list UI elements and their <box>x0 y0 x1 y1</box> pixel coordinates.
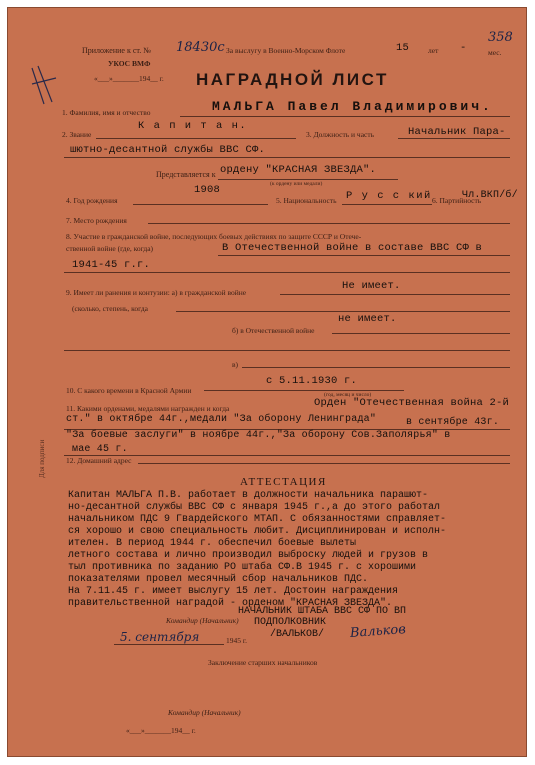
signature: Вальков <box>349 622 407 641</box>
order-prefix: Приложение к ст. № <box>82 46 151 55</box>
field-2-value: К а п и т а н. <box>138 120 248 132</box>
field-9b-value: не имеет. <box>338 313 397 325</box>
field-8-label: 8. Участие в гражданской войне, последующих боевых действиях по защите СССР и Отече- <box>66 232 362 241</box>
attestation-line: На 7.11.45 г. имеет выслугу 15 лет. Достоин награждения <box>68 586 399 597</box>
field-11-value-2: ст." в октябре 44г.,медали "За оборону Ленинграда" <box>66 414 377 425</box>
page-number: 358 <box>488 30 513 45</box>
field-11-value-4: мае 45 г. <box>72 444 128 455</box>
field-6-label: 6. Партийность <box>432 196 482 205</box>
dash: - <box>460 42 467 54</box>
years-label: лет <box>428 46 439 55</box>
conclusion-label: Заключение старших начальников <box>208 658 318 667</box>
order-number: 18430с <box>176 40 225 55</box>
attestation-line: но-десантной службы ВВС СФ с января 1945 г.,а до этого работал <box>68 502 441 513</box>
field-8-value-2: 1941-45 г.г. <box>72 259 151 271</box>
field-10-label: 10. С какого времени в Красной Армии <box>66 386 192 395</box>
attestation-line: показателями провел месячный сбор начальников ПДС. <box>68 574 369 585</box>
field-9-label: 9. Имеет ли ранения и контузии: а) в гражданской войне <box>66 288 247 297</box>
navy-service-text: За выслугу в Военно-Морском Флоте <box>226 46 346 55</box>
date-handwritten: 5. сентября <box>120 630 200 644</box>
field-3-label: 3. Должность и часть <box>306 130 375 139</box>
field-7-label: 7. Место рождения <box>66 216 127 225</box>
field-2-label: 2. Звание <box>62 130 92 139</box>
field-1-value: МАЛЬГА Павел Владимирович. <box>212 99 493 114</box>
field-9c-label: в) <box>232 360 239 369</box>
attestation-line: начальником ПДС 9 Гвардейского МТАП. С обязанностями справляет- <box>68 514 447 525</box>
field-11-value-2b: в сентябре 43г. <box>406 417 500 428</box>
field-4-label: 4. Год рождения <box>66 196 118 205</box>
attestation-line: Капитан МАЛЬГА П.В. работает в должности начальника парашют- <box>68 490 429 501</box>
field-3-continued: шютно-десантной службы ВВС СФ. <box>70 144 266 156</box>
header-date-stub: «___»_______194__ г. <box>94 74 164 83</box>
sign-role-1: НАЧАЛЬНИК ШТАБА ВВС СФ ПО ВП <box>238 606 407 617</box>
date-year: 1945 г. <box>226 636 247 645</box>
attestation-text <box>68 490 446 610</box>
field-8-label-2: ственной войне (где, когда) <box>66 244 154 253</box>
field-10-value: с 5.11.1930 г. <box>266 375 358 387</box>
attestation-title: АТТЕСТАЦИЯ <box>240 476 327 488</box>
field-10-sub: (год, месяц и число) <box>324 392 372 398</box>
ink-mark-icon <box>28 64 62 134</box>
field-9-value: Не имеет. <box>342 280 401 292</box>
margin-vertical-text: Для подписи <box>38 439 46 478</box>
field-3-value: Начальник Пара- <box>408 126 506 138</box>
attestation-line: летного состава и лично производил выброску людей и грузов в <box>68 550 429 561</box>
field-12-label: 12. Домашний адрес <box>66 456 132 465</box>
field-9-sub: (сколько, степень, когда <box>72 304 148 313</box>
sign-role-2: ПОДПОЛКОВНИК <box>254 617 327 628</box>
field-11-label: 11. Какими орденами, медалями награжден и когда <box>66 404 230 413</box>
field-11-value-1: Орден "Отечественная война 2-й <box>314 397 510 409</box>
field-4-value: 1908 <box>194 184 221 196</box>
field-9b-label: б) в Отечественной войне <box>232 326 315 335</box>
commander-label-2: Командир (Начальник) <box>168 708 241 717</box>
present-value: ордену "КРАСНАЯ ЗВЕЗДА". <box>220 164 377 176</box>
field-5-value: Р у с с кий <box>346 190 432 202</box>
field-5-label: 5. Национальность <box>276 196 337 205</box>
month-label: мес. <box>488 48 502 57</box>
field-6-value: Чл.ВКП/б/ <box>462 190 518 201</box>
field-1-label: 1. Фамилия, имя и отчество <box>62 108 151 117</box>
award-sheet <box>8 8 526 756</box>
attestation-line: ся хорошо и свою специальность любит. Дисциплинирован и исполн- <box>68 526 447 537</box>
sign-name: /ВАЛЬКОВ/ <box>270 629 325 640</box>
years-value: 15 <box>396 42 410 54</box>
field-8-value: В Отечественной войне в составе ВВС СФ в <box>222 242 483 254</box>
date-stub-2: «___»_______194__ г. <box>126 726 196 735</box>
field-11-value-3: "За боевые заслуги" в ноябре 44г.,"За оборону Сов.Заполярья" в <box>66 430 451 441</box>
present-sub: (к ордену или медали) <box>270 181 323 187</box>
attestation-line: ителен. В период 1944 г. обеспечил боевые вылеты <box>68 538 357 549</box>
attestation-line: правительственной наградой - орденом "КРАСНАЯ ЗВЕЗДА". <box>68 598 393 609</box>
page-title: НАГРАДНОЙ ЛИСТ <box>196 70 389 89</box>
ukos-label: УКОС ВМФ <box>108 59 151 68</box>
present-label: Представляется к <box>156 170 216 179</box>
commander-label: Командир (Начальник) <box>166 616 239 625</box>
attestation-line: тыл противника по заданию РО штаба СФ.В 1945 г. с хорошими <box>68 562 417 573</box>
